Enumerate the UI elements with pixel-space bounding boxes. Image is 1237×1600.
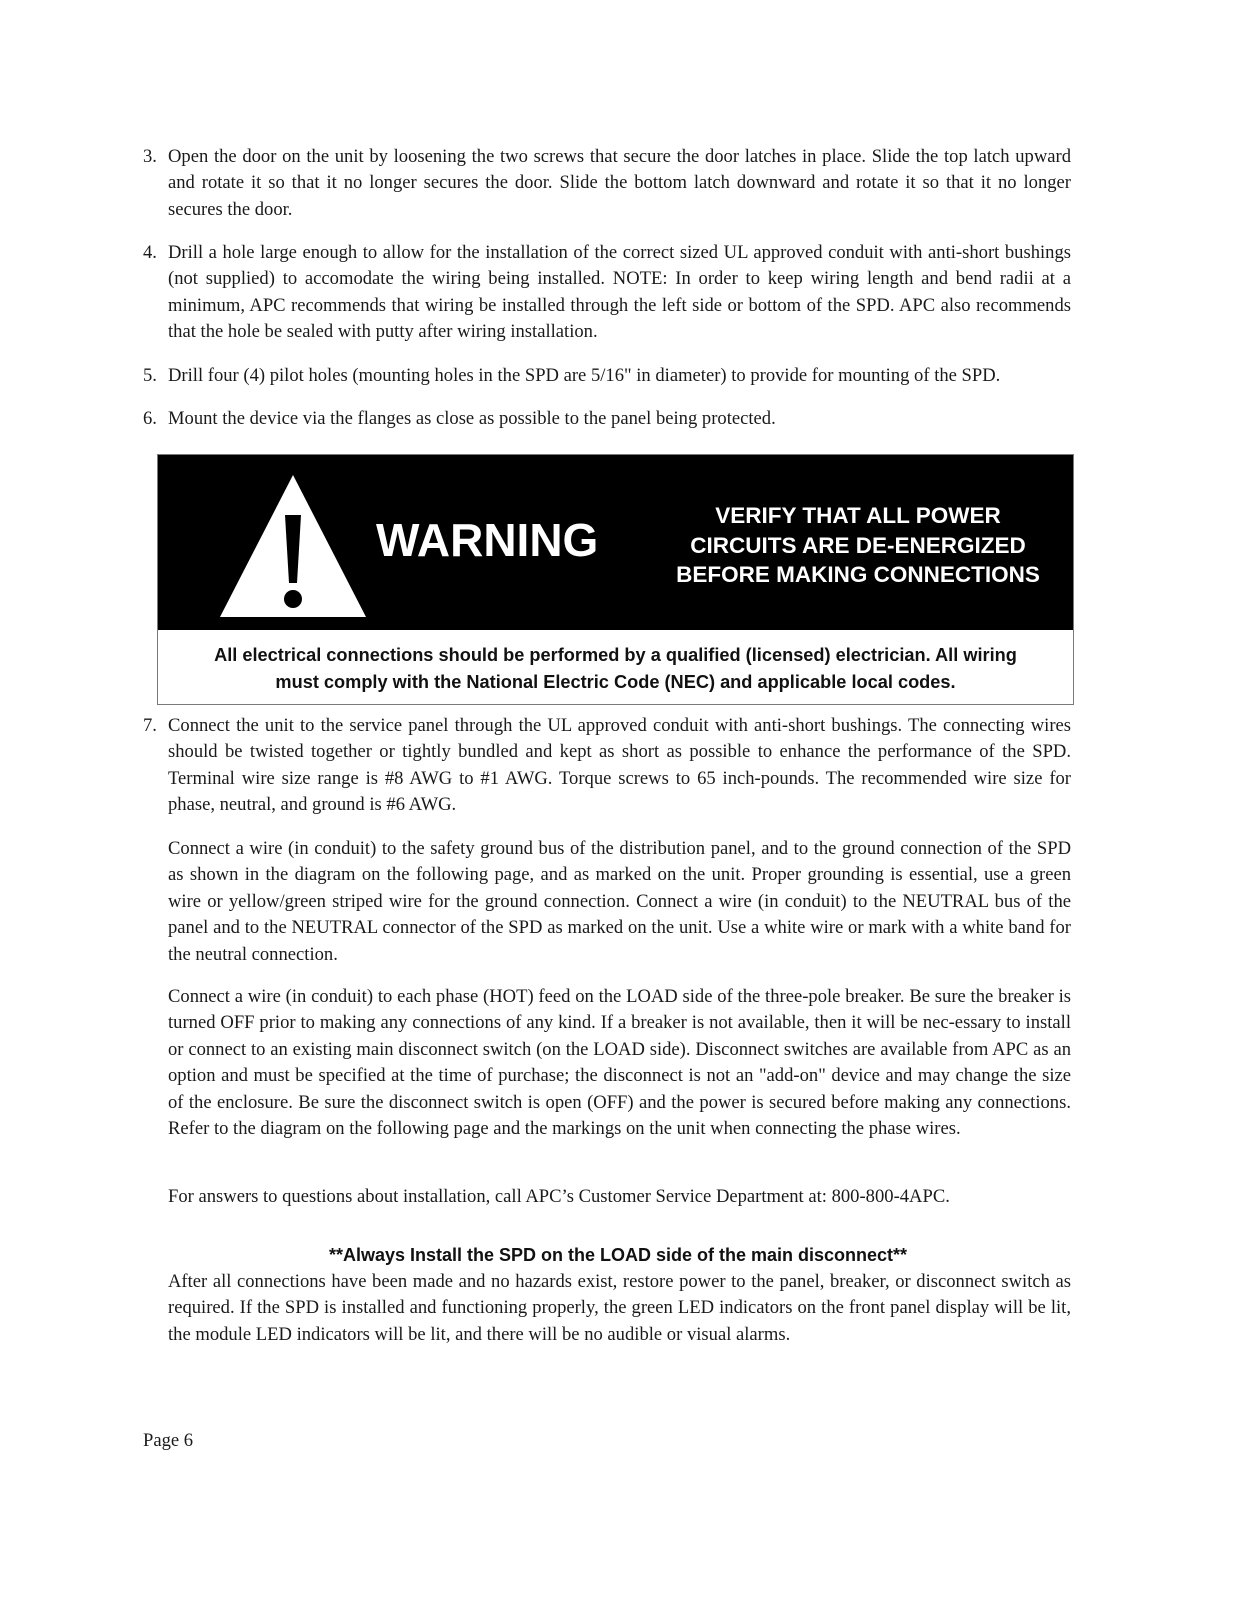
- warning-box: [157, 454, 1074, 705]
- warning-message-line: CIRCUITS ARE DE-ENERGIZED: [690, 532, 1026, 558]
- warning-triangle-icon: [218, 471, 368, 619]
- step-text: Mount the device via the flanges as close as possible to the panel being protected.: [168, 408, 776, 429]
- warning-note: [162, 642, 1069, 695]
- warning-message: [658, 501, 1058, 590]
- step-text: Open the door on the unit by loosening the two screws that secure the door latches in place. Slide the top latch upward and rotate it so that it no longer secures the door. Slide the bottom latch downward and rotate it so that it no longer secures the door.: [168, 146, 1071, 220]
- step-text: Connect the unit to the service panel through the UL approved conduit with anti-short bushings. The connecting wires should be twisted together or tightly bundled and kept as short as possible to enhance the performance of the SPD. Terminal wire size range is #8 AWG to #1 AWG. Torque screws to 65 inch-pounds. The recommended wire size for phase, neutral, and ground is #6 AWG.: [168, 715, 1071, 816]
- page-number: Page 6: [143, 1430, 194, 1451]
- load-side-note: **Always Install the SPD on the LOAD side of the main disconnect**: [328, 1245, 908, 1265]
- final-paragraph: After all connections have been made and no hazards exist, restore power to the panel, breaker, or disconnect switch as required. If the SPD is installed and functioning properly, the green LED indicators on the front panel display will be lit, the module LED indicators will be lit, and there will be no audible or visual alarms.: [168, 1271, 1071, 1345]
- warning-banner: [158, 455, 1073, 630]
- phase-paragraph: Connect a wire (in conduit) to each phase (HOT) feed on the LOAD side of the three-pole breaker. Be sure the breaker is turned OFF prior to making any connections of any kind. If a breaker is not available, then it will be nec-essary to install or connect to an existing main disconnect switch (on the LOAD side). Disconnect switches are available from APC as an option and must be specified at the time of purchase; the disconnect is not an "add-on" device and may change the size of the enclosure. Be sure the disconnect switch is open (OFF) and the power is secured before making any connections. Refer to the diagram on the following page and the markings on the unit when connecting the phase wires.: [168, 986, 1071, 1140]
- step-number: 7.: [143, 715, 157, 736]
- step-number: 3.: [143, 146, 157, 167]
- warning-note-line: must comply with the National Electric Code (NEC) and applicable local codes.: [275, 671, 956, 692]
- step-number: 6.: [143, 408, 157, 429]
- warning-note-line: All electrical connections should be performed by a qualified (licensed) electrician. All wiring: [214, 645, 1017, 665]
- step-number: 4.: [143, 242, 157, 263]
- step-6: [143, 406, 1071, 432]
- ground-paragraph: Connect a wire (in conduit) to the safety ground bus of the distribution panel, and to the ground connection of the SPD as shown in the diagram on the following page, and as marked on the unit. Proper grounding is essential, use a green wire or yellow/green striped wire for the ground connection. Connect a wire (in conduit) to the NEUTRAL bus of the panel and to the NEUTRAL connector of the SPD as marked on the unit. Use a white wire or mark with a white band for the neutral connection.: [168, 838, 1071, 965]
- step-3: [143, 144, 1071, 223]
- warning-message-line: VERIFY THAT ALL POWER: [715, 503, 1001, 528]
- step-5: [143, 363, 1071, 389]
- warning-title: WARNING: [376, 514, 599, 566]
- step-number: 5.: [143, 365, 157, 386]
- step-text: Drill four (4) pilot holes (mounting holes in the SPD are 5/16" in diameter) to provide for mounting of the SPD.: [168, 365, 1001, 386]
- step-text: Drill a hole large enough to allow for the installation of the correct sized UL approved conduit with anti-short bushings (not supplied) to accomodate the wiring being installed. NOTE: In order to keep wiring length and bend radii at a minimum, APC recommends that wiring be installed through the left side or bottom of the SPD. APC also recommends that the hole be sealed with putty after wiring installation.: [168, 242, 1071, 343]
- warning-message-line: BEFORE MAKING CONNECTIONS: [676, 562, 1040, 587]
- contact-paragraph: For answers to questions about installation, call APC’s Customer Service Department at: 800-800-4APC.: [168, 1186, 950, 1207]
- step-4: [143, 240, 1071, 346]
- step-7: [143, 713, 1071, 819]
